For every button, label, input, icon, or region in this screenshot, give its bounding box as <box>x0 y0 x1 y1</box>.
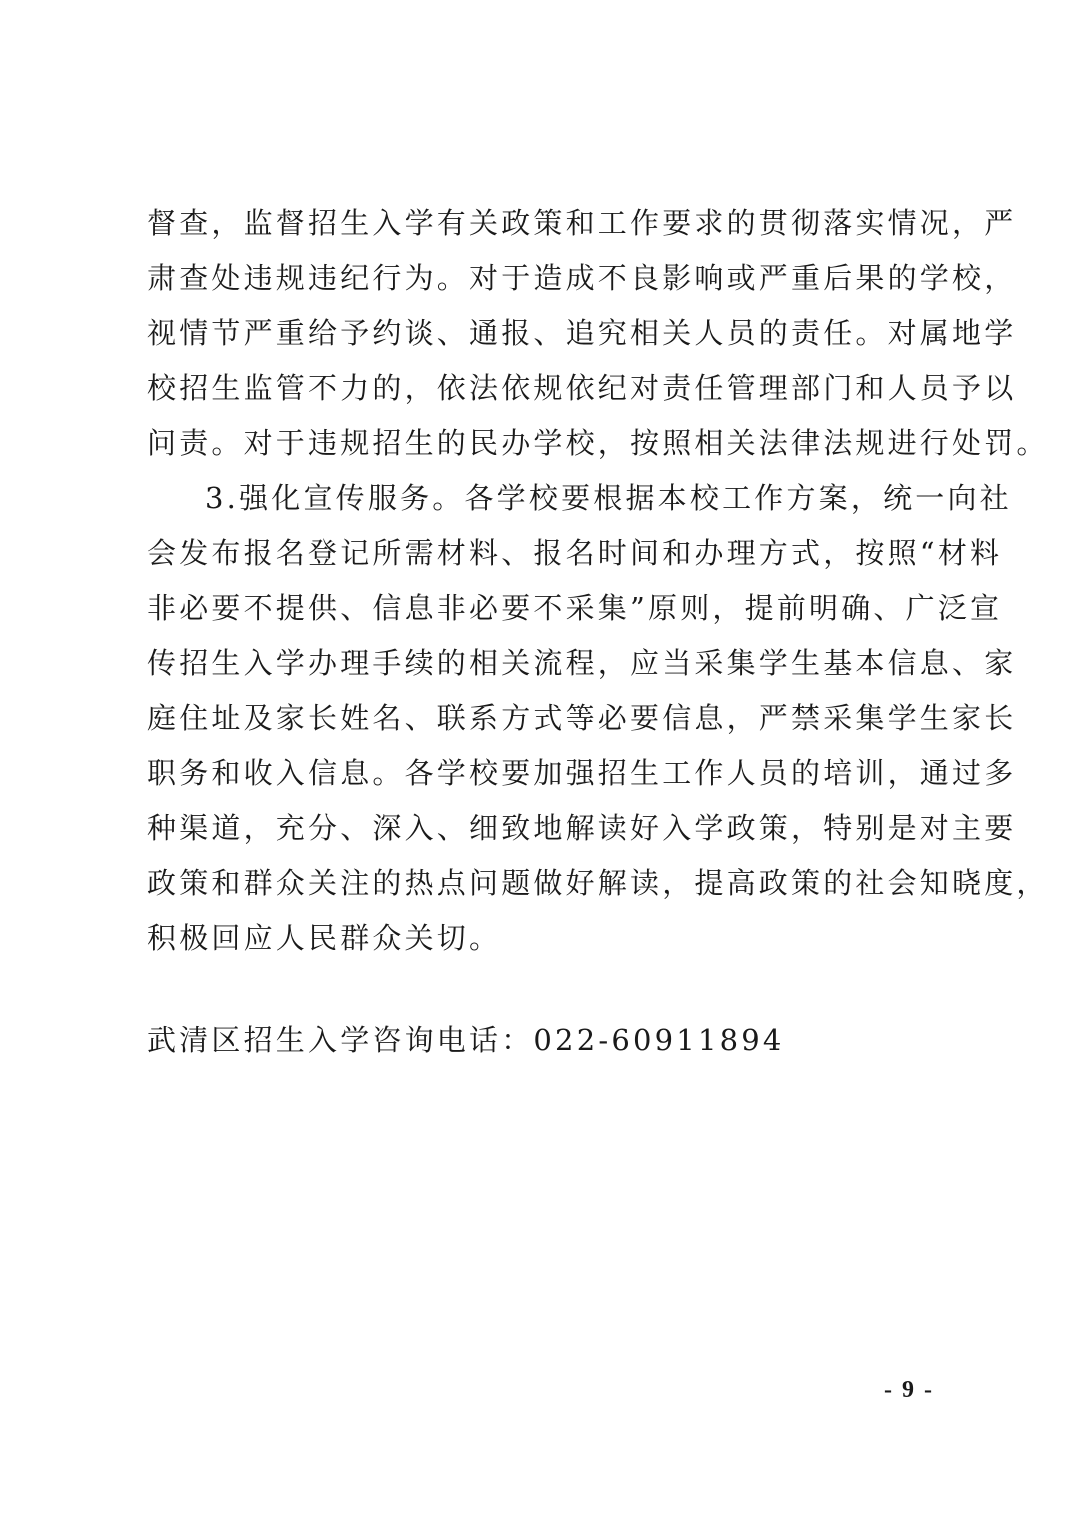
text-line: 督查，监督招生入学有关政策和工作要求的贯彻落实情况，严 <box>147 206 1017 240</box>
text-line: 积极回应人民群众关切。 <box>147 921 502 955</box>
text-line: 问责。对于违规招生的民办学校，按照相关法律法规进行处罚。 <box>147 426 1049 460</box>
text-line: 种渠道，充分、深入、细致地解读好入学政策，特别是对主要 <box>147 811 1017 845</box>
text-line: 职务和收入信息。各学校要加强招生工作人员的培训，通过多 <box>147 756 1017 790</box>
text-line: 非必要不提供、信息非必要不采集”原则，提前明确、广泛宣 <box>147 591 1003 625</box>
text-line: 3.强化宣传服务。各学校要根据本校工作方案，统一向社 <box>205 481 1012 515</box>
text-line: 传招生入学办理手续的相关流程，应当采集学生基本信息、家 <box>147 646 1017 680</box>
text-line: 会发布报名登记所需材料、报名时间和办理方式，按照“材料 <box>147 536 1003 570</box>
text-line: 政策和群众关注的热点问题做好解读，提高政策的社会知晓度， <box>147 866 1049 900</box>
text-line: 视情节严重给予约谈、通报、追究相关人员的责任。对属地学 <box>147 316 1017 350</box>
contact-phone-line: 武清区招生入学咨询电话：022-60911894 <box>147 1023 785 1057</box>
page-number: - 9 - <box>884 1377 934 1403</box>
text-line: 肃查处违规违纪行为。对于造成不良影响或严重后果的学校， <box>147 261 1017 295</box>
text-line: 庭住址及家长姓名、联系方式等必要信息，严禁采集学生家长 <box>147 701 1017 735</box>
text-line: 校招生监管不力的，依法依规依纪对责任管理部门和人员予以 <box>147 371 1017 405</box>
